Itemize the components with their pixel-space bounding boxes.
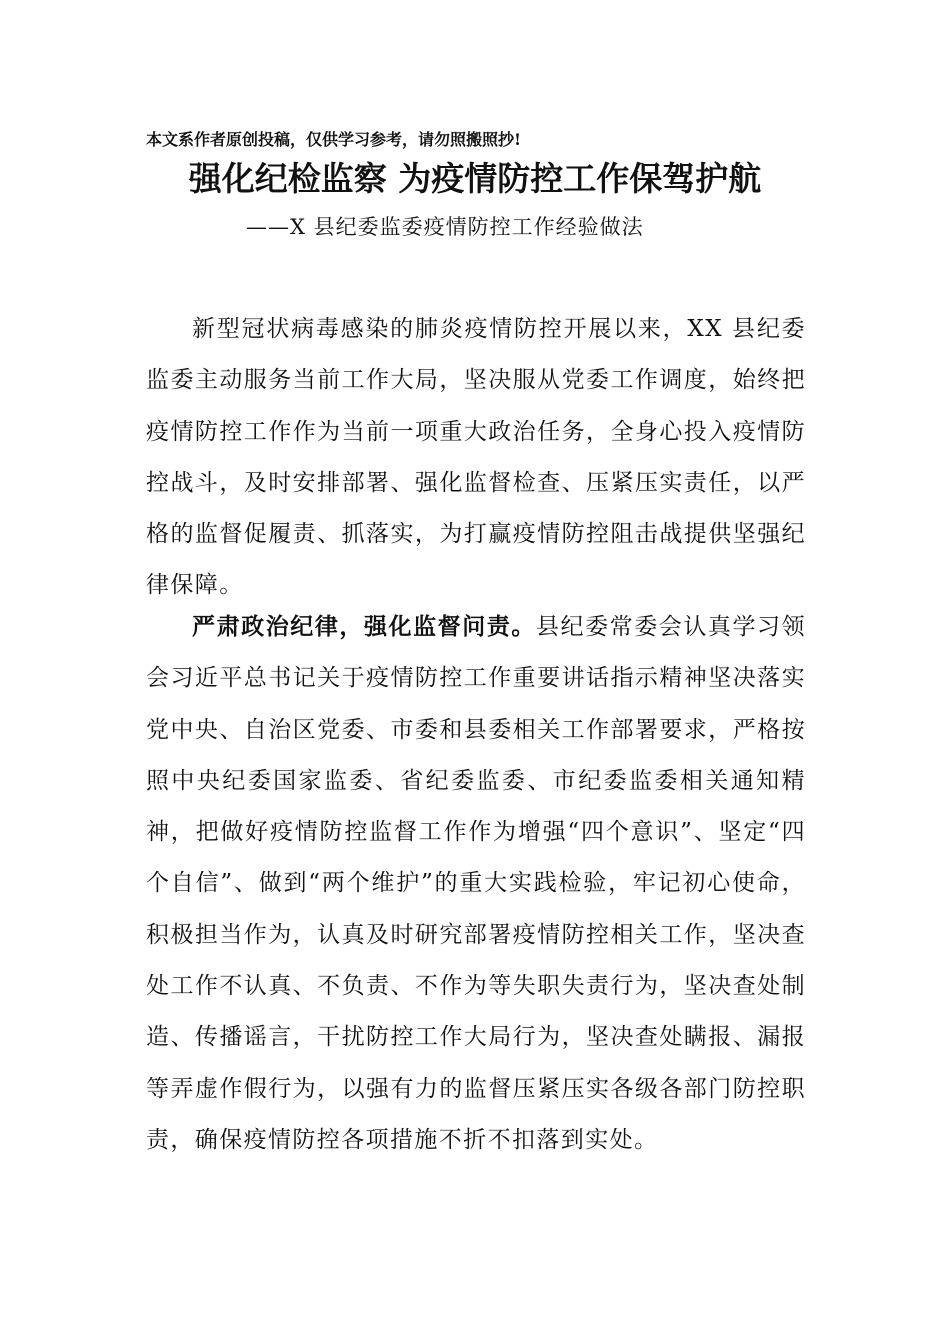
paragraph-intro-text: 新型冠状病毒感染的肺炎疫情防控开展以来，XX 县纪委监委主动服务当前工作大局，坚决服从党委工作调度，始终把疫情防控工作作为当前一项重大政治任务，全身心投入疫情防控战斗，及时安排部署、强化监督检查、压紧压实责任，以严格的监督促履责、抓落实，为打赢疫情防控阻击战提供坚强纪律保障。 — [146, 316, 806, 599]
document-subtitle: ——X 县纪委监委疫情防控工作经验做法 — [246, 215, 644, 239]
disclaimer-note: 本文系作者原创投稿，仅供学习参考，请勿照搬照抄! — [146, 130, 522, 149]
paragraph-discipline — [146, 602, 806, 1166]
paragraph-discipline-text: 县纪委常委会认真学习领会习近平总书记关于疫情防控工作重要讲话指示精神坚决落实党中央、自治区党委、市委和县委相关工作部署要求，严格按照中央纪委国家监委、省纪委监委、市纪委监委相关通知精神，把做好疫情防控监督工作作为增强“四个意识”、坚定“四个自信”、做到“两个维护”的重大实践检验，牢记初心使命，积极担当作为，认真及时研究部署疫情防控相关工作，坚决查处工作不认真、不负责、不作为等失职失责行为，坚决查处制造、传播谣言，干扰防控工作大局行为，坚决查处瞒报、漏报等弄虚作假行为，以强有力的监督压紧压实各级各部门防控职责，确保疫情防控各项措施不折不扣落到实处。 — [146, 614, 806, 1153]
paragraph-intro — [146, 304, 806, 612]
paragraph-discipline-heading: 严肃政治纪律，强化监督问责。 — [192, 614, 536, 640]
document-title: 强化纪检监察 为疫情防控工作保驾护航 — [188, 159, 762, 198]
